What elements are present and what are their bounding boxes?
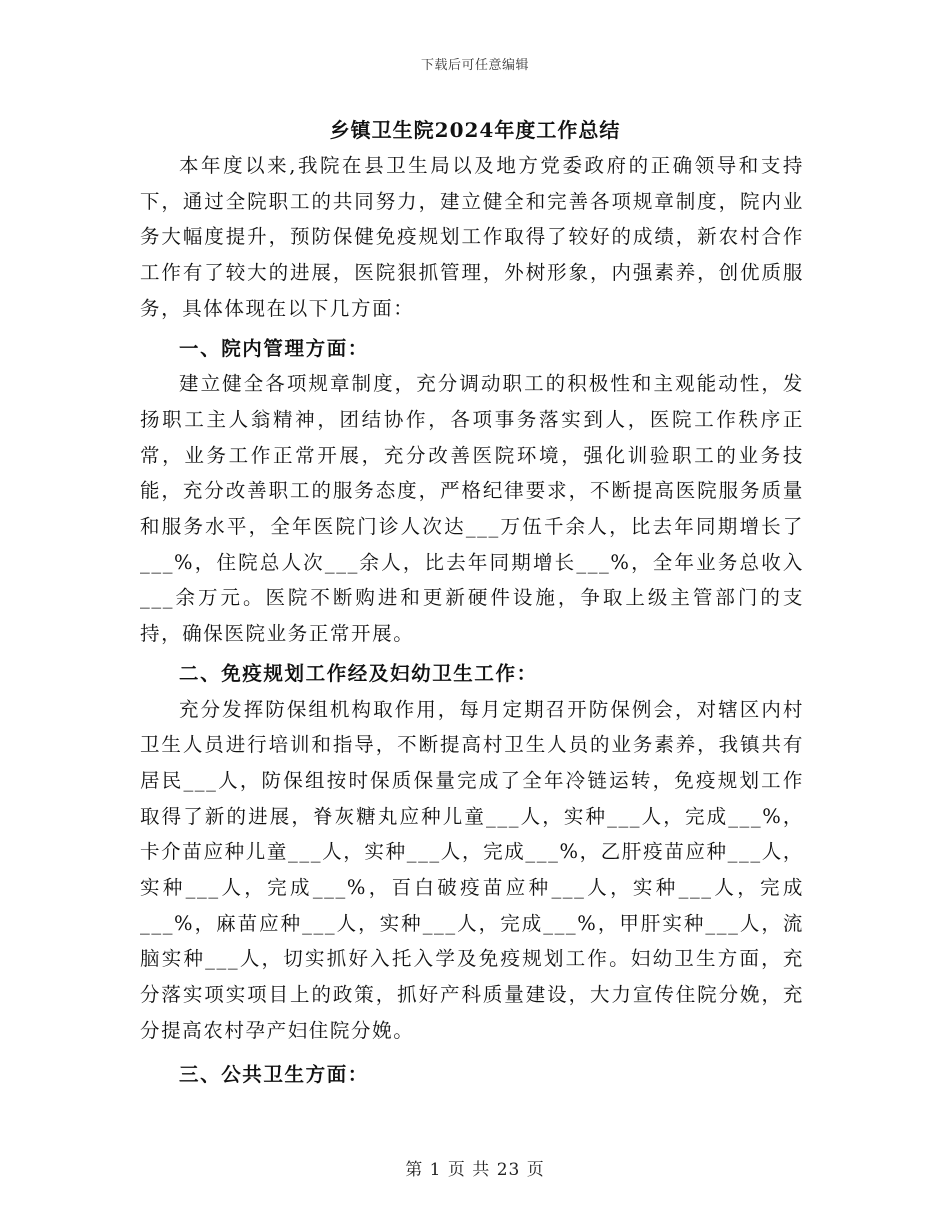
page-number: 第 1 页 共 23 页 [405, 1160, 545, 1180]
section-text-immunization: 充分发挥防保组机构取作用，每月定期召开防保例会，对辖区内村卫生人员进行培训和指导，不断提高村卫生人员的业务素养，我镇共有居民___人，防保组按时保质保量完成了全年冷链运转，免疫规划工作取得了新的进展，脊灰糖丸应种儿童___人，实种___人，完成___%，卡介苗应种儿童___人，实种___人，完成___%，乙肝疫苗应种___人，实种___人，完成___%，百白破疫苗应种___人，实种___人，完成___%，麻苗应种___人，实种___人，完成___%，甲肝实种___人，流脑实种___人，切实抓好入托入学及免疫规划工作。妇幼卫生方面，充分落实项实项目上的政策，抓好产科质量建设，大力宣传住院分娩，充分提高农村孕产妇住院分娩。 [140, 697, 804, 1042]
document-title: 乡镇卫生院2024年度工作总结 [329, 118, 621, 142]
document-body [140, 148, 804, 1092]
section-heading-management: 一、院内管理方面： [179, 336, 369, 360]
section-text-management: 建立健全各项规章制度，充分调动职工的积极性和主观能动性，发扬职工主人翁精神，团结协作，各项事务落实到人，医院工作秩序正常，业务工作正常开展，充分改善医院环境，强化训验职工的业务技能，充分改善职工的服务态度，严格纪律要求，不断提高医院服务质量和服务水平，全年医院门诊人次达___万伍千余人，比去年同期增长了___%，住院总人次___余人，比去年同期增长___%，全年业务总收入___余万元。医院不断购进和更新硬件设施，争取上级主管部门的支持，确保医院业务正常开展。 [140, 372, 804, 646]
header-note: 下载后可任意编辑 [420, 58, 529, 73]
intro-paragraph: 本年度以来,我院在县卫生局以及地方党委政府的正确领导和支持下，通过全院职工的共同努力，建立健全和完善各项规章制度，院内业务大幅度提升，预防保健免疫规划工作取得了较好的成绩，新农村合作工作有了较大的进展，医院狠抓管理，外树形象，内强素养，创优质服务，具体体现在以下几方面： [140, 154, 804, 320]
section-heading-public-health: 三、公共卫生方面： [179, 1062, 369, 1086]
section-heading-immunization: 二、免疫规划工作经及妇幼卫生工作： [179, 661, 538, 685]
